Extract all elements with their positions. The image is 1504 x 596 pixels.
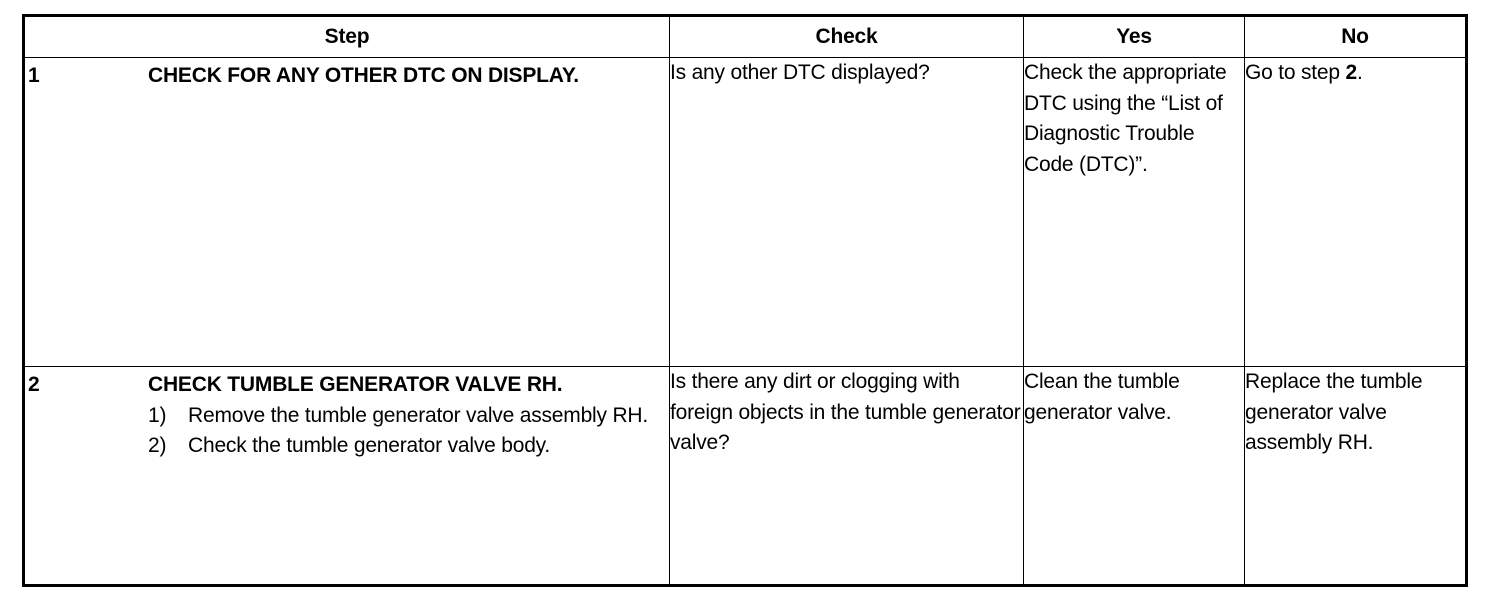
yes-cell: Clean the tumble generator valve. bbox=[1024, 367, 1245, 586]
substep-text: Check the tumble generator valve body. bbox=[188, 434, 551, 458]
substep-number: 2) bbox=[148, 434, 167, 458]
no-step-link: 2 bbox=[1345, 61, 1358, 84]
check-cell: Is there any dirt or clogging with foreign objects in the tumble generator valve? bbox=[670, 367, 1024, 586]
step-cell bbox=[24, 58, 670, 367]
step-number: 2 bbox=[28, 373, 40, 397]
no-prefix: Go to step bbox=[1245, 61, 1346, 84]
substep-number: 1) bbox=[148, 403, 167, 427]
table-header-row bbox=[24, 16, 1467, 58]
no-cell: Replace the tumble generator valve assembly RH. bbox=[1245, 367, 1467, 586]
substep bbox=[148, 401, 665, 432]
substep bbox=[148, 431, 665, 462]
yes-cell: Check the appropriate DTC using the “List of Diagnostic Trouble Code (DTC)”. bbox=[1024, 58, 1245, 367]
header-no: No bbox=[1245, 16, 1467, 58]
header-step: Step bbox=[24, 16, 670, 58]
step-title: CHECK TUMBLE GENERATOR VALVE RH. bbox=[148, 373, 563, 397]
no-cell bbox=[1245, 58, 1467, 367]
diagnostic-table bbox=[22, 14, 1468, 587]
step-title: CHECK FOR ANY OTHER DTC ON DISPLAY. bbox=[148, 64, 579, 87]
no-suffix: . bbox=[1357, 61, 1363, 84]
check-cell: Is any other DTC displayed? bbox=[670, 58, 1024, 367]
header-check: Check bbox=[670, 16, 1024, 58]
step-cell bbox=[24, 367, 670, 586]
substep-text: Remove the tumble generator valve assembly RH. bbox=[188, 403, 649, 427]
header-yes: Yes bbox=[1024, 16, 1245, 58]
step-number: 1 bbox=[28, 64, 40, 87]
table-row bbox=[24, 58, 1467, 367]
table-row bbox=[24, 367, 1467, 586]
